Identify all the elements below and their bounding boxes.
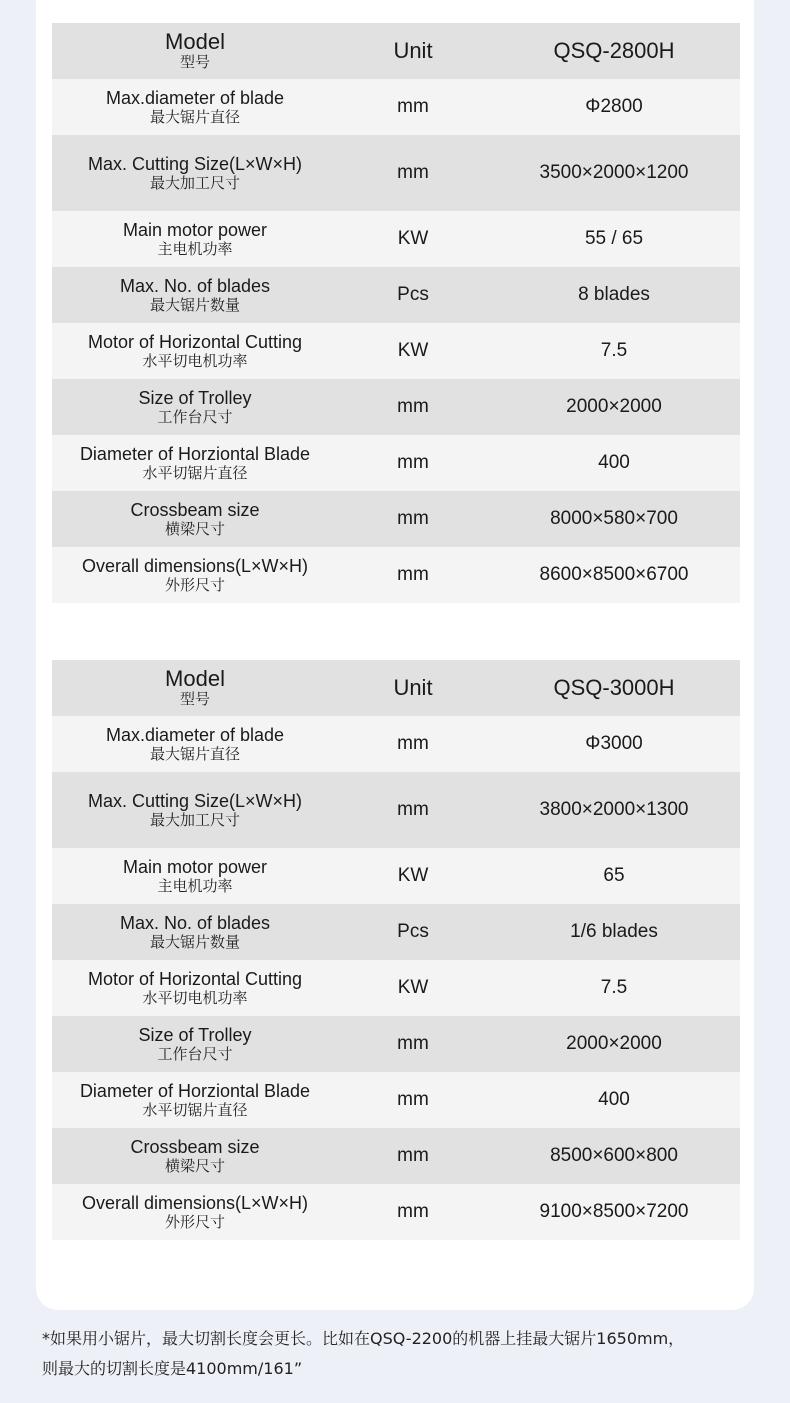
param-zh: 外形尺寸: [164, 576, 225, 594]
param-en: Crossbeam size: [130, 499, 260, 520]
footnote: [42, 1324, 762, 1384]
param-en: Size of Trolley: [138, 387, 252, 408]
spec-value: 400: [598, 1089, 630, 1110]
spec-value: 7.5: [600, 340, 628, 361]
param-en: Max. No. of blades: [119, 912, 271, 933]
param-zh: 主电机功率: [157, 877, 233, 895]
header-param-en: Model: [165, 29, 225, 54]
param-en: Crossbeam size: [130, 1136, 260, 1157]
spec-value: 1/6 blades: [570, 921, 658, 942]
param-zh: 横梁尺寸: [164, 520, 225, 538]
unit-value: mm: [397, 1033, 429, 1054]
param-zh: 水平切锯片直径: [142, 1101, 248, 1119]
table-row: [52, 267, 740, 323]
unit-value: mm: [397, 799, 429, 820]
table-row: [52, 960, 740, 1016]
unit-value: mm: [397, 396, 429, 417]
spec-value: 3500×2000×1200: [539, 162, 689, 183]
param-en: Max. Cutting Size(L×W×H): [87, 153, 303, 174]
footnote-line-2: 则最大的切割长度是4100mm/161”: [42, 1359, 303, 1378]
unit-value: Pcs: [397, 921, 429, 942]
table-row: [52, 211, 740, 267]
spec-value: 9100×8500×7200: [539, 1201, 689, 1222]
param-en: Max. No. of blades: [119, 275, 271, 296]
spec-value: Φ3000: [585, 733, 643, 754]
unit-value: mm: [397, 162, 429, 183]
param-en: Max.diameter of blade: [105, 724, 285, 745]
header-param-cell: [52, 23, 338, 79]
spec-value: 8000×580×700: [550, 508, 678, 529]
unit-value: mm: [397, 1089, 429, 1110]
table-row: [52, 435, 740, 491]
param-zh: 最大加工尺寸: [149, 811, 240, 829]
param-en: Motor of Horizontal Cutting: [87, 968, 303, 989]
spec-table-2: [52, 660, 740, 1240]
table-row: [52, 379, 740, 435]
param-en: Max. Cutting Size(L×W×H): [87, 790, 303, 811]
table-row: [52, 323, 740, 379]
param-zh: 最大锯片直径: [149, 108, 240, 126]
header-unit: Unit: [393, 675, 433, 700]
header-unit-cell: [338, 23, 488, 79]
table-row: [52, 79, 740, 135]
param-zh: 外形尺寸: [164, 1213, 225, 1231]
spec-value: Φ2800: [585, 96, 643, 117]
param-en: Overall dimensions(L×W×H): [81, 555, 309, 576]
table-row: [52, 1016, 740, 1072]
spec-value: 55 / 65: [584, 228, 644, 249]
table-row: [52, 135, 740, 211]
param-en: Diameter of Horziontal Blade: [79, 443, 311, 464]
header-unit: Unit: [393, 38, 433, 63]
spec-value: 8600×8500×6700: [539, 564, 689, 585]
param-en: Diameter of Horziontal Blade: [79, 1080, 311, 1101]
table-header-row: [52, 23, 740, 79]
param-zh: 横梁尺寸: [164, 1157, 225, 1175]
spec-value: 3800×2000×1300: [539, 799, 689, 820]
spec-value: 8500×600×800: [550, 1145, 678, 1166]
footnote-line-1: *如果用小锯片，最大切割长度会更长。比如在QSQ-2200的机器上挂最大锯片1650mm，: [42, 1329, 685, 1348]
spec-value: 2000×2000: [566, 396, 662, 417]
table-row: [52, 772, 740, 848]
header-param-zh: 型号: [179, 691, 210, 708]
header-model: QSQ-2800H: [553, 38, 675, 63]
spec-value: 65: [603, 865, 625, 886]
header-param-zh: 型号: [179, 54, 210, 71]
header-model-cell: [488, 23, 740, 79]
unit-value: mm: [397, 508, 429, 529]
table-row: [52, 547, 740, 603]
unit-value: mm: [397, 1201, 429, 1222]
spec-value: 2000×2000: [566, 1033, 662, 1054]
param-zh: 工作台尺寸: [157, 1045, 233, 1063]
table-header-row: [52, 660, 740, 716]
table-row: [52, 1128, 740, 1184]
table-row: [52, 716, 740, 772]
param-en: Main motor power: [122, 219, 268, 240]
spec-value: 400: [598, 452, 630, 473]
unit-value: mm: [397, 733, 429, 754]
param-en: Main motor power: [122, 856, 268, 877]
param-zh: 最大加工尺寸: [149, 174, 240, 192]
header-model-cell: [488, 660, 740, 716]
param-en: Size of Trolley: [138, 1024, 252, 1045]
unit-value: Pcs: [397, 284, 429, 305]
spec-table-1: [52, 23, 740, 603]
param-en: Overall dimensions(L×W×H): [81, 1192, 309, 1213]
unit-value: mm: [397, 564, 429, 585]
table-row: [52, 904, 740, 960]
param-zh: 最大锯片直径: [149, 745, 240, 763]
table-row: [52, 491, 740, 547]
table-row: [52, 848, 740, 904]
header-model: QSQ-3000H: [553, 675, 675, 700]
unit-value: mm: [397, 452, 429, 473]
spec-value: 8 blades: [578, 284, 650, 305]
header-param-en: Model: [165, 666, 225, 691]
param-zh: 工作台尺寸: [157, 408, 233, 426]
unit-value: mm: [397, 1145, 429, 1166]
unit-value: KW: [397, 228, 429, 249]
table-row: [52, 1184, 740, 1240]
table-row: [52, 1072, 740, 1128]
param-zh: 水平切电机功率: [142, 352, 248, 370]
unit-value: mm: [397, 96, 429, 117]
param-zh: 最大锯片数量: [149, 296, 240, 314]
unit-value: KW: [397, 865, 429, 886]
param-en: Motor of Horizontal Cutting: [87, 331, 303, 352]
param-zh: 水平切电机功率: [142, 989, 248, 1007]
unit-value: KW: [397, 340, 429, 361]
param-zh: 水平切锯片直径: [142, 464, 248, 482]
header-param-cell: [52, 660, 338, 716]
param-en: Max.diameter of blade: [105, 87, 285, 108]
param-zh: 主电机功率: [157, 240, 233, 258]
param-zh: 最大锯片数量: [149, 933, 240, 951]
header-unit-cell: [338, 660, 488, 716]
spec-value: 7.5: [600, 977, 628, 998]
unit-value: KW: [397, 977, 429, 998]
